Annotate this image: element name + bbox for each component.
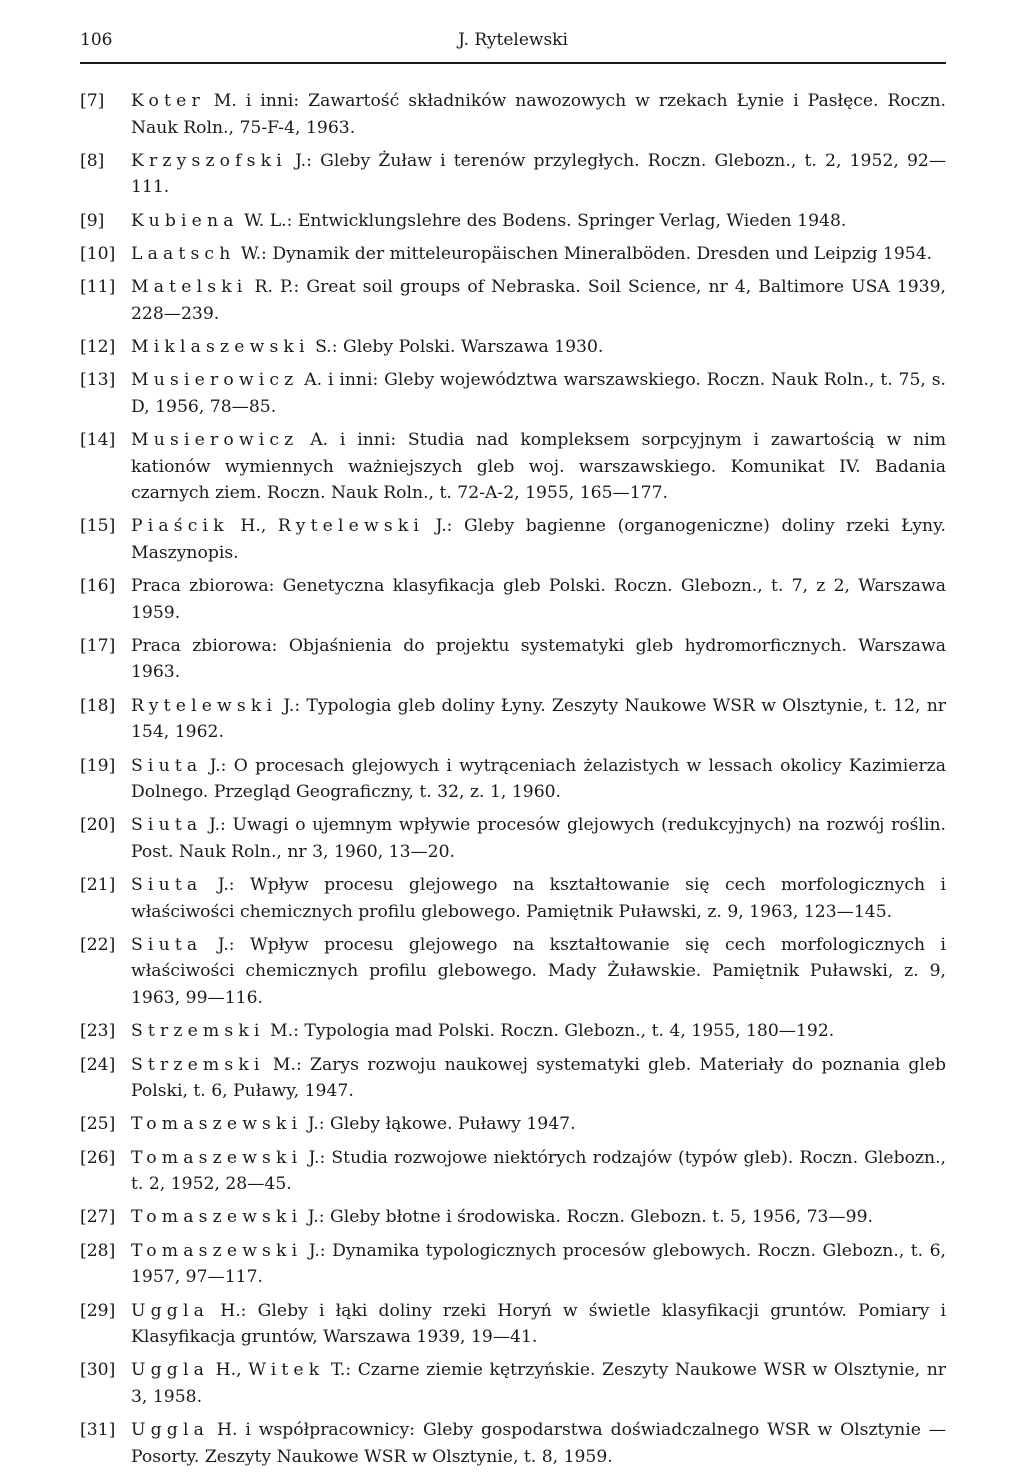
reference-initials: J.: (308, 1240, 326, 1261)
reference-author: Piaścik (131, 516, 229, 537)
reference-number: [9] (80, 210, 105, 231)
reference-item (80, 1052, 946, 1105)
reference-number: [10] (80, 243, 116, 264)
reference-number: [11] (80, 277, 116, 298)
reference-initials: H. (216, 1420, 238, 1441)
reference-author: Uggla (131, 1300, 210, 1321)
reference-citation: i inni: Gleby województwa warszawskiego. Roczn. Nauk Roln., t. 75, s. D, 1956, 78—85. (131, 370, 947, 417)
reference-author: Tomaszewski (131, 1207, 303, 1228)
reference-initials: H.: (220, 1300, 247, 1321)
page-number: 106 (80, 30, 113, 50)
reference-initials: A. (304, 370, 323, 391)
header-rule (80, 62, 946, 64)
reference-initials: M.: (272, 1054, 302, 1075)
reference-initials: J.: (209, 755, 227, 776)
reference-citation: Dynamika typologicznych procesów glebowych. Roczn. Glebozn., t. 6, 1957, 97—117. (131, 1240, 947, 1288)
reference-item (80, 932, 946, 1012)
reference-item (80, 693, 946, 746)
reference-citation: Czarne ziemie kętrzyńskie. Zeszyty Naukowe WSR w Olsztynie, nr 3, 1958. (131, 1360, 947, 1407)
reference-initials: J.: (217, 875, 235, 896)
reference-item (80, 1018, 946, 1045)
reference-number: [13] (80, 370, 116, 391)
reference-item (80, 88, 946, 141)
reference-text (131, 1238, 946, 1291)
reference-citation: Wpływ procesu glejowego na kształtowanie się cech morfologicznych i właściwości chemicznych profilu glebowego. Mady Żuławskie. Pamiętnik Puławski, z. 9, 1963, 99—116. (131, 934, 947, 1008)
reference-initials: W. L.: (244, 210, 293, 231)
reference-text (131, 693, 946, 746)
reference-item (80, 1204, 946, 1231)
reference-citation: Great soil groups of Nebraska. Soil Science, nr 4, Baltimore USA 1939, 228—239. (131, 277, 947, 324)
reference-number: [29] (80, 1300, 116, 1321)
reference-citation: O procesach glejowych i wytrąceniach żelazistych w lessach okolicy Kazimierza Dolnego. Przegląd Geograficzny, t. 32, z. 1, 1960. (131, 755, 946, 803)
reference-item (80, 1357, 946, 1410)
reference-initials: A. (310, 430, 329, 451)
reference-citation: Gleby Żuław i terenów przyległych. Roczn. Glebozn., t. 2, 1952, 92—111. (131, 150, 947, 198)
reference-text (131, 753, 946, 806)
reference-citation: Wpływ procesu glejowego na kształtowanie się cech morfologicznych i właściwości chemicznych profilu glebowego. Pamiętnik Puławski, z. 9, 1963, 123—145. (131, 875, 947, 922)
reference-text (131, 633, 946, 686)
reference-text (131, 872, 946, 925)
reference-author: Koter (131, 91, 205, 111)
reference-text (131, 241, 946, 268)
reference-number: [7] (80, 91, 105, 111)
reference-item (80, 872, 946, 925)
reference-text (131, 274, 946, 327)
reference-citation: Gleby łąkowe. Puławy 1947. (330, 1114, 576, 1135)
reference-author: Siuta (131, 755, 203, 776)
reference-initials: H., (215, 1360, 242, 1381)
reference-citation: Praca zbiorowa: Objaśnienia do projektu systematyki gleb hydromorficznych. Warszawa 1963. (131, 635, 946, 683)
reference-item (80, 334, 946, 361)
reference-number: [20] (80, 815, 116, 836)
reference-initials: J.: (209, 815, 226, 836)
reference-number: [15] (80, 516, 116, 537)
reference-item (80, 812, 946, 865)
reference-number: [24] (80, 1054, 116, 1075)
reference-item (80, 1417, 946, 1470)
reference-text (131, 1145, 946, 1198)
reference-text (131, 367, 946, 420)
reference-item (80, 148, 946, 201)
reference-citation: Typologia mad Polski. Roczn. Glebozn., t. 4, 1955, 180—192. (304, 1021, 835, 1042)
reference-initials: H., (240, 516, 267, 537)
reference-citation: Praca zbiorowa: Genetyczna klasyfikacja gleb Polski. Roczn. Glebozn., t. 7, z 2, Warszawa 1959. (131, 576, 946, 623)
reference-initials: S.: (315, 336, 338, 357)
reference-author: Siuta (131, 875, 203, 896)
reference-text (131, 88, 946, 141)
reference-item (80, 1145, 946, 1198)
reference-author: Musierowicz (131, 370, 299, 391)
reference-author: Matelski (131, 277, 248, 298)
reference-author: Siuta (131, 934, 203, 955)
reference-text (131, 1298, 946, 1351)
reference-text (131, 208, 946, 235)
reference-author: Siuta (131, 815, 203, 836)
reference-author: Uggla (131, 1360, 210, 1381)
reference-initials: M. (213, 91, 237, 111)
reference-citation: Studia rozwojowe niektórych rodzajów (typów gleb). Roczn. Glebozn., t. 2, 1952, 28—45. (131, 1147, 947, 1195)
reference-author: Tomaszewski (131, 1240, 303, 1261)
reference-number: [18] (80, 695, 116, 716)
reference-number: [21] (80, 875, 116, 896)
reference-text (131, 334, 946, 361)
reference-item (80, 208, 946, 235)
reference-item (80, 513, 946, 566)
reference-number: [17] (80, 635, 116, 656)
reference-number: [26] (80, 1147, 116, 1168)
reference-author: Laatsch (131, 243, 236, 264)
reference-number: [30] (80, 1360, 116, 1381)
reference-citation: Dynamik der mitteleuropäischen Mineralböden. Dresden und Leipzig 1954. (272, 243, 933, 264)
reference-item (80, 427, 946, 507)
reference-author: Strzemski (131, 1054, 265, 1075)
reference-number: [22] (80, 934, 116, 955)
reference-initials: J.: (308, 1147, 326, 1168)
reference-item (80, 573, 946, 626)
reference-author: Tomaszewski (131, 1147, 303, 1168)
reference-citation: Gleby Polski. Warszawa 1930. (343, 336, 604, 357)
reference-text (131, 1357, 946, 1410)
reference-number: [27] (80, 1207, 116, 1228)
reference-author: Kubiena (131, 210, 239, 231)
reference-text (131, 1111, 946, 1138)
reference-text (131, 1052, 946, 1105)
reference-initials: M.: (270, 1021, 299, 1042)
reference-initials: J.: (435, 516, 453, 537)
reference-citation: Entwicklungslehre des Bodens. Springer Verlag, Wieden 1948. (297, 210, 847, 231)
reference-text (131, 573, 946, 626)
reference-item (80, 367, 946, 420)
reference-initials: J.: (283, 695, 301, 716)
reference-text (131, 1417, 946, 1470)
reference-item (80, 633, 946, 686)
reference-number: [12] (80, 336, 116, 357)
reference-number: [31] (80, 1420, 116, 1441)
reference-author: Rytelewski (131, 695, 278, 716)
running-title: J. Rytelewski (458, 30, 568, 50)
reference-number: [19] (80, 755, 116, 776)
reference-citation: i inni: Zawartość składników nawozowych w rzekach Łynie i Pasłęce. Roczn. Nauk Roln., 75-F-4, 1963. (131, 91, 946, 138)
reference-number: [16] (80, 576, 116, 597)
reference-citation: Uwagi o ujemnym wpływie procesów glejowych (redukcyjnych) na rozwój roślin. Post. Nauk Roln., nr 3, 1960, 13—20. (131, 815, 946, 862)
reference-author: Krzyszofski (131, 150, 287, 171)
reference-author: Musierowicz (131, 430, 299, 451)
reference-initials: J.: (307, 1114, 325, 1135)
reference-author: Tomaszewski (131, 1114, 303, 1135)
reference-author: Uggla (131, 1420, 210, 1441)
reference-number: [28] (80, 1240, 116, 1261)
reference-author: Witek (248, 1360, 325, 1381)
reference-author: Miklaszewski (131, 336, 310, 357)
reference-number: [23] (80, 1021, 116, 1042)
reference-text (131, 148, 946, 201)
reference-citation: Gleby bagienne (organogeniczne) doliny rzeki Łyny. Maszynopis. (131, 516, 946, 563)
reference-initials: J.: (295, 150, 312, 171)
reference-number: [14] (80, 430, 116, 451)
reference-item (80, 1238, 946, 1291)
reference-text (131, 812, 946, 865)
reference-initials: J.: (217, 934, 235, 955)
reference-citation: i inni: Studia nad kompleksem sorpcyjnym i zawartością w nim kationów wymiennych ważniejszych gleb woj. warszawskiego. Komunikat IV. Badania czarnych ziem. Roczn. Nauk Roln., t. 72-A-2, 1955, 165—177. (131, 430, 946, 504)
reference-text (131, 1018, 946, 1045)
reference-text (131, 1204, 946, 1231)
reference-initials: J.: (307, 1207, 325, 1228)
reference-initials: R. P.: (254, 277, 300, 298)
reference-citation: i współpracownicy: Gleby gospodarstwa doświadczalnego WSR w Olsztynie — Posorty. Zeszyty Naukowe WSR w Olsztynie, t. 8, 1959. (131, 1420, 946, 1467)
reference-citation: Typologia gleb doliny Łyny. Zeszyty Naukowe WSR w Olsztynie, t. 12, nr 154, 1962. (131, 695, 946, 743)
reference-citation: Zarys rozwoju naukowej systematyki gleb. Materiały do poznania gleb Polski, t. 6, Puławy, 1947. (131, 1054, 946, 1102)
reference-citation: Gleby i łąki doliny rzeki Horyń w świetle klasyfikacji gruntów. Pomiary i Klasyfikacja gruntów, Warszawa 1939, 19—41. (131, 1300, 946, 1348)
reference-item (80, 753, 946, 806)
reference-number: [8] (80, 150, 105, 171)
reference-number: [25] (80, 1114, 116, 1135)
page-header (80, 30, 946, 60)
reference-author: Rytelewski (277, 516, 425, 537)
reference-initials: W.: (240, 243, 267, 264)
reference-citation: Gleby błotne i środowiska. Roczn. Glebozn. t. 5, 1956, 73—99. (330, 1207, 873, 1228)
reference-text (131, 513, 946, 566)
reference-text (131, 932, 946, 1012)
reference-item (80, 274, 946, 327)
reference-list (80, 88, 946, 1477)
reference-item (80, 241, 946, 268)
reference-author: Strzemski (131, 1021, 265, 1042)
reference-item (80, 1298, 946, 1351)
reference-item (80, 1111, 946, 1138)
reference-initials: T.: (330, 1360, 352, 1381)
reference-text (131, 427, 946, 507)
